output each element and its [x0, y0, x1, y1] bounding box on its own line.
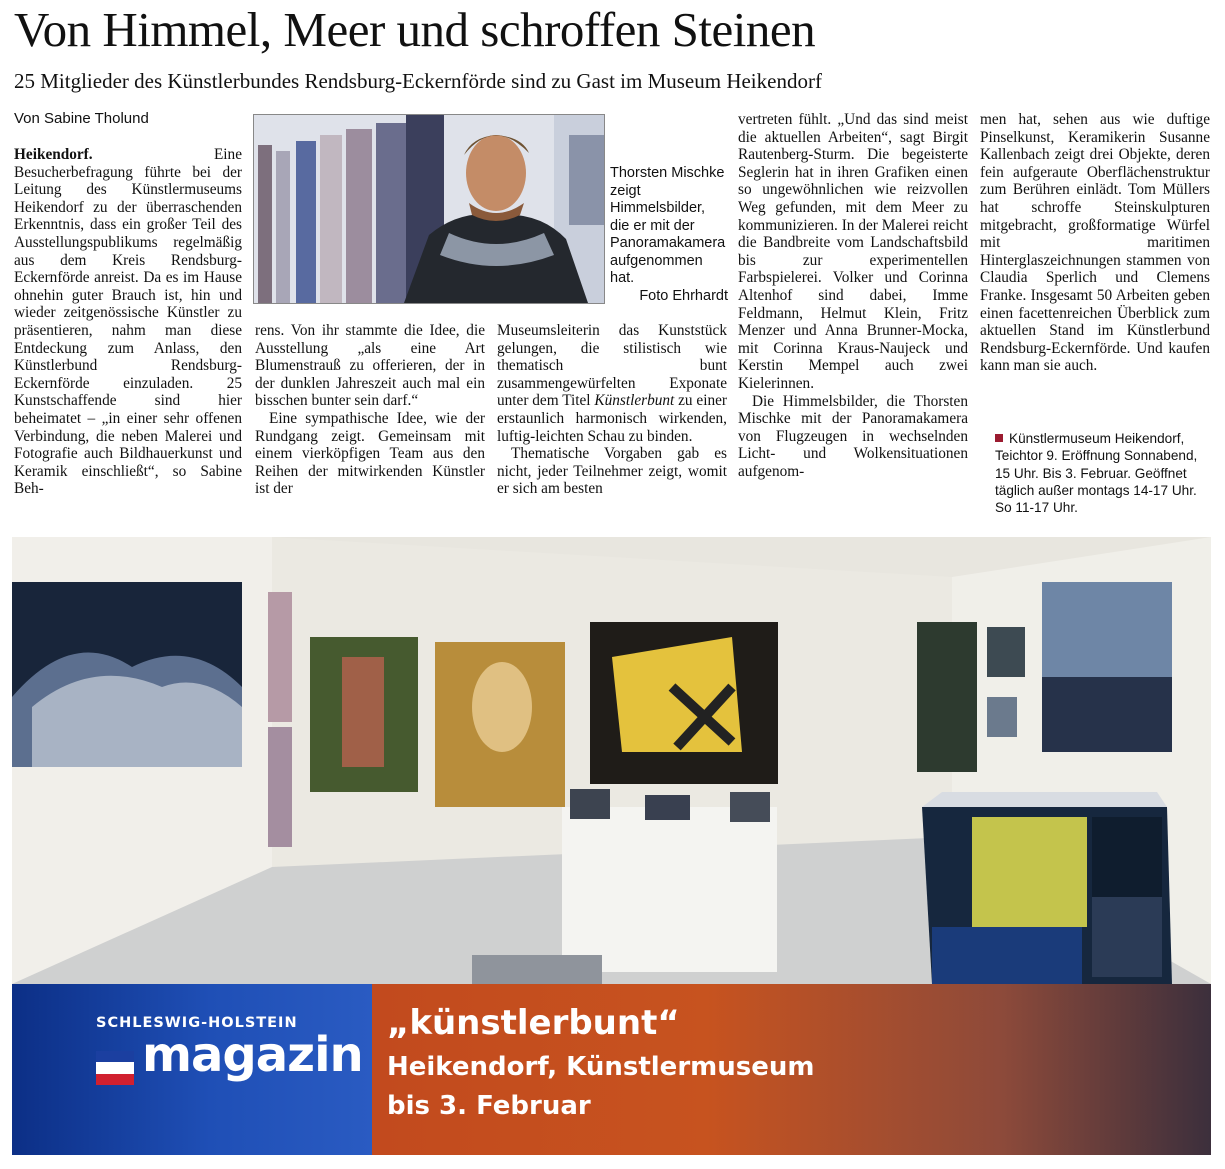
paragraph: Thematische Vorgaben gab es nicht, jeder Teilnehmer zeigt, womit er sich am besten	[497, 445, 727, 498]
tv-still-frame	[12, 537, 1211, 1155]
paragraph: men hat, sehen aus wie duftige Pinselkunst, Keramikerin Susanne Kallenbach zeigt drei Objekte, deren fein aufgeraute Oberflächenstruktur zum Berühren einlädt. Tom Müllers hat schroffe Steinskulpturen mitgebracht, großformatige Würfel mit maritimen Hinterglaszeichnungen stammen von Claudia Sperlich und Clemens Franke. Insgesamt 50 Arbeiten geben einen facettenreichen Überblick zum aktuellen Stand im Künstlerbund Rendsburg-Eckernförde. Und kaufen kann man sie auch.	[980, 111, 1210, 375]
info-text: Künstlermuseum Heikendorf, Teichtor 9. Eröffnung Sonnabend, 15 Uhr. Bis 3. Februar. Geöffnet täglich außer montags 14-17 Uhr. So 11-17 Uhr.	[995, 431, 1198, 516]
tv-dates: bis 3. Februar	[387, 1091, 591, 1121]
tv-title: „künstlerbunt“	[387, 1003, 680, 1043]
paragraph	[14, 146, 242, 498]
paragraph: vertreten fühlt. „Und das sind meist die aktuellen Arbeiten“, sagt Birgit Rautenberg-Sturm. Die begeisterte Seglerin hat in ihren Grafiken einen so ungewöhnlichen wie reizvollen Weg gefunden, mit dem Meer zu kommunizieren. In der Malerei reicht die Bandbreite vom Landschaftsbild bis zur experimentellen Farbspielerei. Volker und Corinna Altenhof sind dabei, Imme Feldmann, Helmut Klein, Fritz Menzer und Anna Brunner-Mocka, mit Corinna Kraus-Naujeck und Kerstin Mempel auch zwei Kielerinnen.	[738, 111, 968, 392]
paragraph: rens. Von ihr stammte die Idee, die Ausstellung „als eine Art Blumenstrauß zu offerieren, der in der dunklen Jahreszeit auch mal ein bisschen bunter sein darf.“	[255, 322, 485, 410]
photo-credit: Foto Ehrhardt	[639, 287, 728, 304]
body-text: zu einer erstaunlich harmonisch wirkenden, luftig-leichten Schau zu binden.	[497, 392, 727, 445]
paragraph: Die Himmelsbilder, die Thorsten Mischke mit der Panoramakamera von Flugzeugen in wechselnden Licht- und Wolkensituationen aufgenom-	[738, 392, 968, 480]
exhibition-title: Künstlerbunt	[594, 392, 675, 410]
byline: Von Sabine Tholund	[14, 110, 149, 127]
photo-caption	[610, 165, 728, 305]
dateline: Heikendorf.	[14, 146, 93, 163]
brand-top-text: SCHLESWIG-HOLSTEIN	[96, 1015, 298, 1031]
article-column-2	[255, 322, 485, 498]
article-column-4	[738, 111, 968, 480]
article-column-3	[497, 322, 727, 498]
body-text: Eine Besucherbefragung führte bei der Leitung des Künstlermuseums Heikendorf zu der überraschenden Erkenntnis, dass ein großer Teil des Ausstellungspublikums regelmäßig aus dem Kreis Rendsburg-Eckernförde anreist. Da es im Hause ohnehin guter Brauch ist, hin und wieder zeitgenössische Künstler zu präsentieren, nahm man diese Entdeckung zum Anlass, den Künstlerbund Rendsburg-Eckernförde einzuladen. 25 Kunstschaffende sind hier beheimatet – „in einer sehr offenen Verbindung, die neben Malerei und Fotografie auch Bildhauerkunst und Keramik einschließt“, so Sabine Beh-	[14, 146, 242, 498]
portrait-photo	[253, 114, 605, 304]
portrait-photo-image	[254, 115, 604, 303]
paragraph	[497, 322, 727, 445]
flag-icon	[96, 1051, 134, 1085]
subheadline: 25 Mitglieder des Künstlerbundes Rendsburg-Eckernförde sind zu Gast im Museum Heikendorf	[14, 69, 822, 93]
info-marker-square	[995, 434, 1003, 442]
info-box	[995, 430, 1211, 516]
caption-text: Thorsten Mischke zeigt Himmelsbilder, die er mit der Panoramakamera aufgenommen hat.	[610, 165, 726, 286]
article-column-5	[980, 111, 1210, 375]
brand-main-text: magazin	[142, 1027, 363, 1083]
tv-location: Heikendorf, Künstlermuseum	[387, 1052, 815, 1082]
headline: Von Himmel, Meer und schroffen Steinen	[14, 2, 816, 57]
paragraph: Eine sympathische Idee, wie der Rundgang zeigt. Gemeinsam mit einem vierköpfigen Team aus den Reihen der mitwirkenden Künstler ist der	[255, 409, 485, 498]
body-text: Museumsleiterin das Kunststück gelungen, die stilistisch wie thematisch bunt zusammengewürfelten Exponate unter dem Titel	[497, 322, 727, 410]
article-column-1	[14, 146, 242, 498]
